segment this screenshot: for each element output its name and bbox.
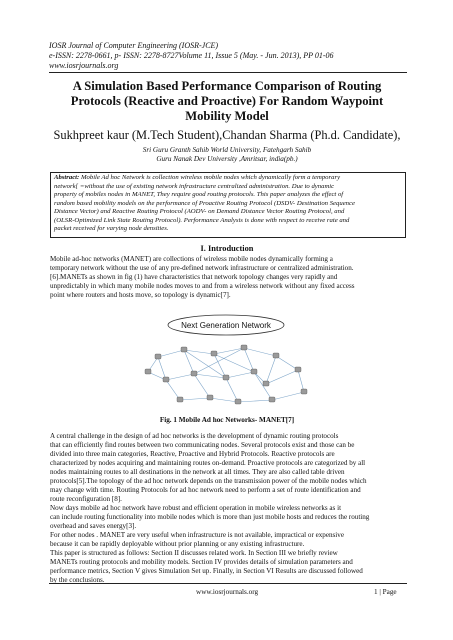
abstract-line-1: Abstract: Mobile Ad hoc Network is collection wireless mobile nodes which dynamically form a temporary bbox=[54, 174, 341, 181]
intro-line: Mobile ad-hoc networks (MANET) are collections of wireless mobile nodes dynamically forming a bbox=[50, 255, 333, 263]
title-line-2: Protocols (Reactive and Proactive) For Random Waypoint bbox=[70, 94, 384, 108]
body-line: can include routing functionality into mobile nodes which is more than just mobile hosts and reduces the routing bbox=[50, 513, 370, 521]
body-line: characterized by nodes acquiring and maintaining routes on-demand. Proactive protocols are categorized by all bbox=[50, 459, 366, 467]
body-line: may change with time. Routing Protocols for ad hoc network need to perform a set of route identification and bbox=[50, 486, 361, 494]
body-line: Now days mobile ad hoc network have robust and efficient operation in mobile wireless networks as it bbox=[50, 504, 342, 512]
body-line: nodes maintaining routes to all destinations in the network at all times. They are also called table driven bbox=[50, 468, 345, 476]
abstract-line-6: (OLSR-Optimized Link State Routing Protocol). Performance Analysis is done with respect to receive rate and bbox=[54, 216, 350, 224]
paper-title bbox=[40, 79, 414, 124]
footer-rule bbox=[49, 583, 407, 584]
abstract-line-2: network[ =without the use of existing network infrastructure centralized administration. Due to dynamic bbox=[54, 182, 335, 190]
body-line: divided into three main categories, Reactive, Proactive and Hybrid Protocols. Reactive protocols are bbox=[50, 450, 335, 458]
body-line: route reconfiguration [8]. bbox=[50, 495, 122, 503]
author-list: Sukhpreet kaur (M.Tech Student),Chandan Sharma (Ph.d. Candidate), bbox=[53, 128, 401, 142]
figure-banner-text: Next Generation Network bbox=[181, 321, 271, 330]
header-rule bbox=[49, 72, 407, 73]
body-line: by the conclusions. bbox=[50, 576, 105, 584]
body-line: This paper is structured as follows: Section II discusses related work. In Section III we briefly review bbox=[50, 549, 338, 557]
intro-line: unpredictably in which many mobile nodes moves to and from a wireless network without any fixed access bbox=[50, 282, 355, 290]
abstract-line-7: packet received for varying node densities. bbox=[54, 225, 169, 232]
figure-caption: Fig. 1 Mobile Ad hoc Networks- MANET[7] bbox=[159, 416, 295, 424]
body-line: A central challenge in the design of ad hoc networks is the development of dynamic routing protocols bbox=[50, 432, 339, 440]
body-line: that can efficiently find routes between two communicating nodes. Several protocols exist and those can be bbox=[50, 441, 355, 449]
abstract-line-5: Distance Vector) and Reactive Routing Protocol (AODV- on Demand Distance Vector Routing Protocol, and bbox=[54, 208, 345, 215]
abstract-line-3: property of mobiles nodes in MANET, They require good routing protocols. This paper analyzes the effect of bbox=[54, 191, 344, 198]
body-line: performance metrics, Section V gives Simulation Set up. Finally, in Section VI Results are discussed followed bbox=[50, 567, 363, 575]
journal-name: IOSR Journal of Computer Engineering (IOSR-JCE) bbox=[49, 41, 219, 50]
page-number: 1 | Page bbox=[374, 588, 397, 596]
affiliation-1: Sri Guru Granth Sahib World University, Fatehgarh Sahib bbox=[142, 146, 312, 154]
body-line: overhead and saves energy[3]. bbox=[50, 522, 137, 530]
affiliation-2: Guru Nanak Dev University ,Amritsar, india(pb.) bbox=[156, 155, 298, 163]
footer-url: www.iosrjournals.org bbox=[196, 588, 259, 596]
manet-figure bbox=[136, 312, 316, 412]
intro-line: temporary network without the use of any pre-defined network infrastructure or centralized administration. bbox=[50, 264, 354, 272]
intro-line: point where routers and hosts move, so topology is dynamic[7]. bbox=[50, 291, 231, 299]
journal-issn: e-ISSN: 2278-0661, p- ISSN: 2278-8727Volume 11, Issue 5 (May. - Jun. 2013), PP 01-06 bbox=[49, 51, 334, 60]
title-line-1: A Simulation Based Performance Comparison of Routing bbox=[72, 79, 382, 93]
section-heading-introduction: I. Introduction bbox=[200, 244, 254, 253]
title-line-3: Mobility Model bbox=[185, 109, 269, 123]
abstract-line-4: random based mobility models on the performance of Proactive Routing Protocol (DSDV- Destination Sequence bbox=[54, 199, 355, 207]
journal-url: www.iosrjournals.org bbox=[49, 61, 119, 70]
body-line: For other nodes . MANET are very useful when infrastructure is not available, impractical or expensive bbox=[50, 531, 344, 539]
body-line: MANETs routing protocols and mobility models. Section IV provides details of simulation parameters and bbox=[50, 558, 353, 566]
abstract-label: Abstract: bbox=[54, 174, 80, 181]
body-line: because it can be rapidly deployable without prior planning or any existing infrastructure. bbox=[50, 540, 305, 548]
body-line: protocols[5].The topology of the ad hoc network depends on the transmission power of the mobile nodes which bbox=[50, 477, 367, 485]
intro-line: [6].MANETs as shown in fig (1) have characteristics that network topology changes very rapidly and bbox=[50, 273, 338, 281]
